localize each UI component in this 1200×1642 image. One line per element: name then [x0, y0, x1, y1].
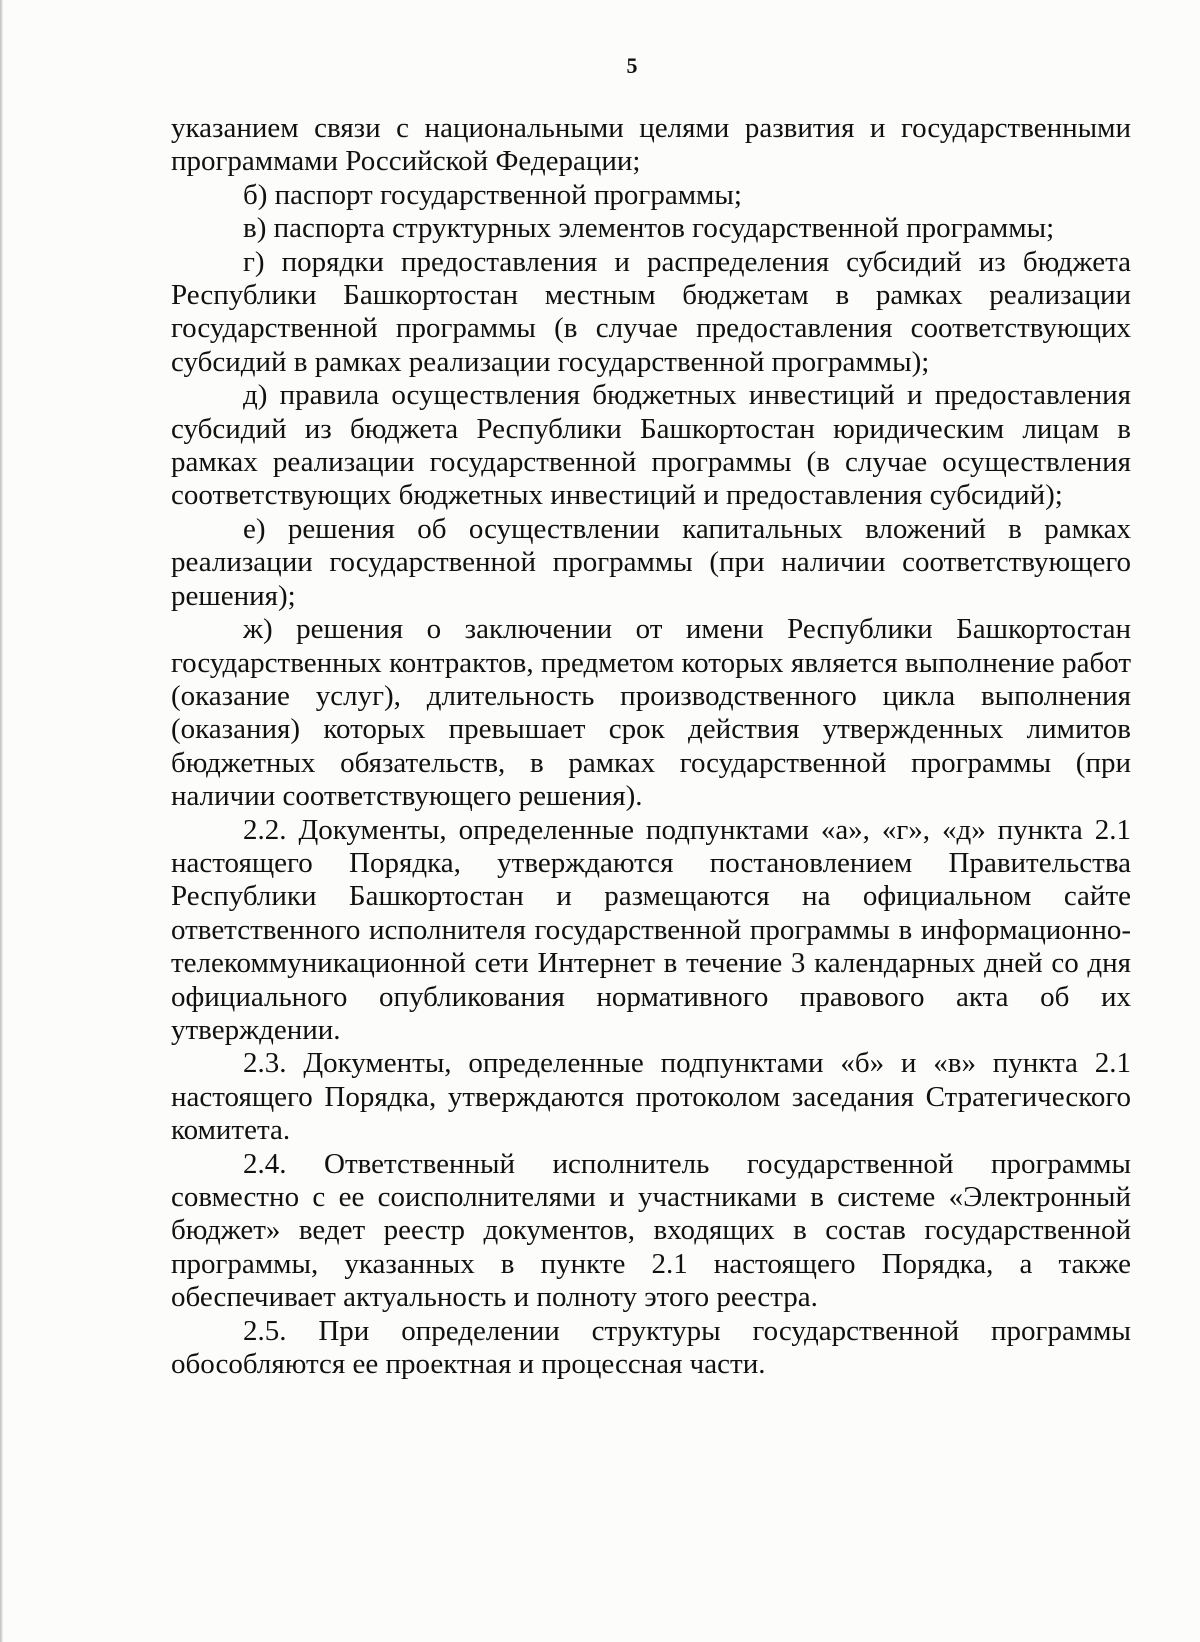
paragraph-item-b: б) паспорт государственной программы; [243, 178, 742, 211]
paragraph-item-g: г) порядки предоставления и распределения субсидий из бюджета Республики Башкортостан местным бюджетам в рамках реализации государственной программы (в случае предоставления соответствующих субсидий в рамках реализации государственной программы); [171, 245, 1131, 378]
paragraph-2-5: 2.5. При определении структуры государственной программы обособляются ее проектная и процессная части. [171, 1314, 1131, 1381]
paragraph-item-zh: ж) решения о заключении от имени Республики Башкортостан государственных контрактов, предметом которых является выполнение работ (оказание услуг), длительность производственного цикла выполнения (оказания) которых превышает срок действия утвержденных лимитов бюджетных обязательств, в рамках государственной программы (при наличии соответствующего решения). [171, 613, 1131, 813]
paragraph-item-e: е) решения об осуществлении капитальных вложений в рамках реализации государственной программы (при наличии соответствующего решения); [171, 512, 1131, 612]
page-number: 5 [626, 53, 638, 78]
paragraph-2-4: 2.4. Ответственный исполнитель государственной программы совместно с ее соисполнителями и участниками в системе «Электронный бюджет» ведет реестр документов, входящих в состав государственной программы, указанных в пункте 2.1 настоящего Порядка, а также обеспечивает актуальность и полноту этого реестра. [171, 1147, 1131, 1314]
paragraph-item-d: д) правила осуществления бюджетных инвестиций и предоставления субсидий из бюджета Республики Башкортостан юридическим лицам в рамках реализации государственной программы (в случае осуществления соответствующих бюджетных инвестиций и предоставления субсидий); [171, 379, 1131, 512]
paragraph-continuation: указанием связи с национальными целями развития и государственными программами Российской Федерации; [171, 112, 1131, 178]
paragraph-2-3: 2.3. Документы, определенные подпунктами «б» и «в» пункта 2.1 настоящего Порядка, утверждаются протоколом заседания Стратегического комитета. [171, 1047, 1131, 1147]
scan-edge [0, 0, 3, 1642]
document-body [171, 112, 1131, 1381]
paragraph-item-v: в) паспорта структурных элементов государственной программы; [243, 212, 1055, 245]
paragraph-2-2: 2.2. Документы, определенные подпунктами «а», «г», «д» пункта 2.1 настоящего Порядка, утверждаются постановлением Правительства Республики Башкортостан и размещаются на официальном сайте ответственного исполнителя государственной программы в информационно-телекоммуникационной сети Интернет в течение 3 календарных дней со дня официального опубликования нормативного правового акта об их утверждении. [171, 813, 1131, 1046]
